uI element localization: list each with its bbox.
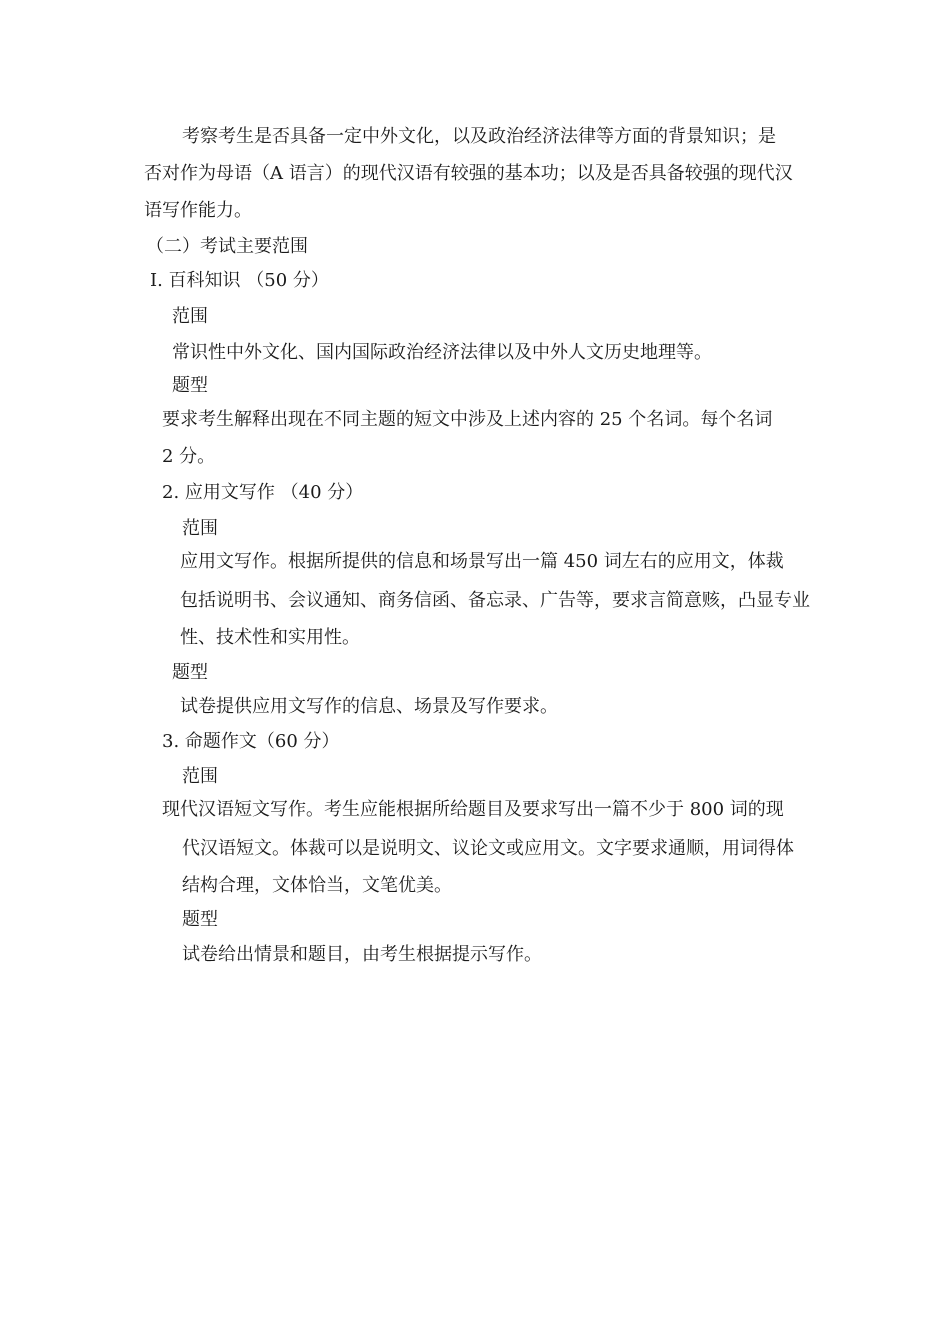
part2-type-label: 题型 [172,662,208,683]
intro-line-2: 否对作为母语（A 语言）的现代汉语有较强的基本功；以及是否具备较强的现代汉 [144,163,793,184]
intro-line-3: 语写作能力。 [144,200,252,221]
part2-scope-label: 范围 [182,518,218,539]
part3-scope-label: 范围 [182,766,218,787]
part1-scope-label: 范围 [172,306,208,327]
part1-type-line-1: 要求考生解释出现在不同主题的短文中涉及上述内容的 25 个名词。每个名词 [162,409,773,430]
part3-scope-line-2: 代汉语短文。体裁可以是说明文、议论文或应用文。文字要求通顺，用词得体 [182,838,794,859]
part2-scope-line-2: 包括说明书、会议通知、商务信函、备忘录、广告等，要求言简意赅，凸显专业 [180,590,810,611]
part2-type-text: 试卷提供应用文写作的信息、场景及写作要求。 [180,696,558,717]
part1-type-label: 题型 [172,375,208,396]
part2-scope-line-3: 性、技术性和实用性。 [180,627,360,648]
part3-heading: 3. 命题作文（60 分） [162,731,340,752]
intro-line-1: 考察考生是否具备一定中外文化，以及政治经济法律等方面的背景知识；是 [182,126,776,147]
part3-scope-line-3: 结构合理，文体恰当，文笔优美。 [182,875,452,896]
part3-type-text: 试卷给出情景和题目，由考生根据提示写作。 [182,944,542,965]
part1-heading: I. 百科知识 （50 分） [150,270,329,291]
part3-type-label: 题型 [182,909,218,930]
part2-scope-line-1: 应用文写作。根据所提供的信息和场景写出一篇 450 词左右的应用文，体裁 [180,551,784,572]
part2-heading: 2. 应用文写作 （40 分） [162,482,364,503]
part3-scope-line-1: 现代汉语短文写作。考生应能根据所给题目及要求写出一篇不少于 800 词的现 [162,799,784,820]
section-heading: （二）考试主要范围 [146,236,308,257]
part1-type-line-2: 2 分。 [162,446,216,467]
part1-scope-text: 常识性中外文化、国内国际政治经济法律以及中外人文历史地理等。 [172,342,712,363]
